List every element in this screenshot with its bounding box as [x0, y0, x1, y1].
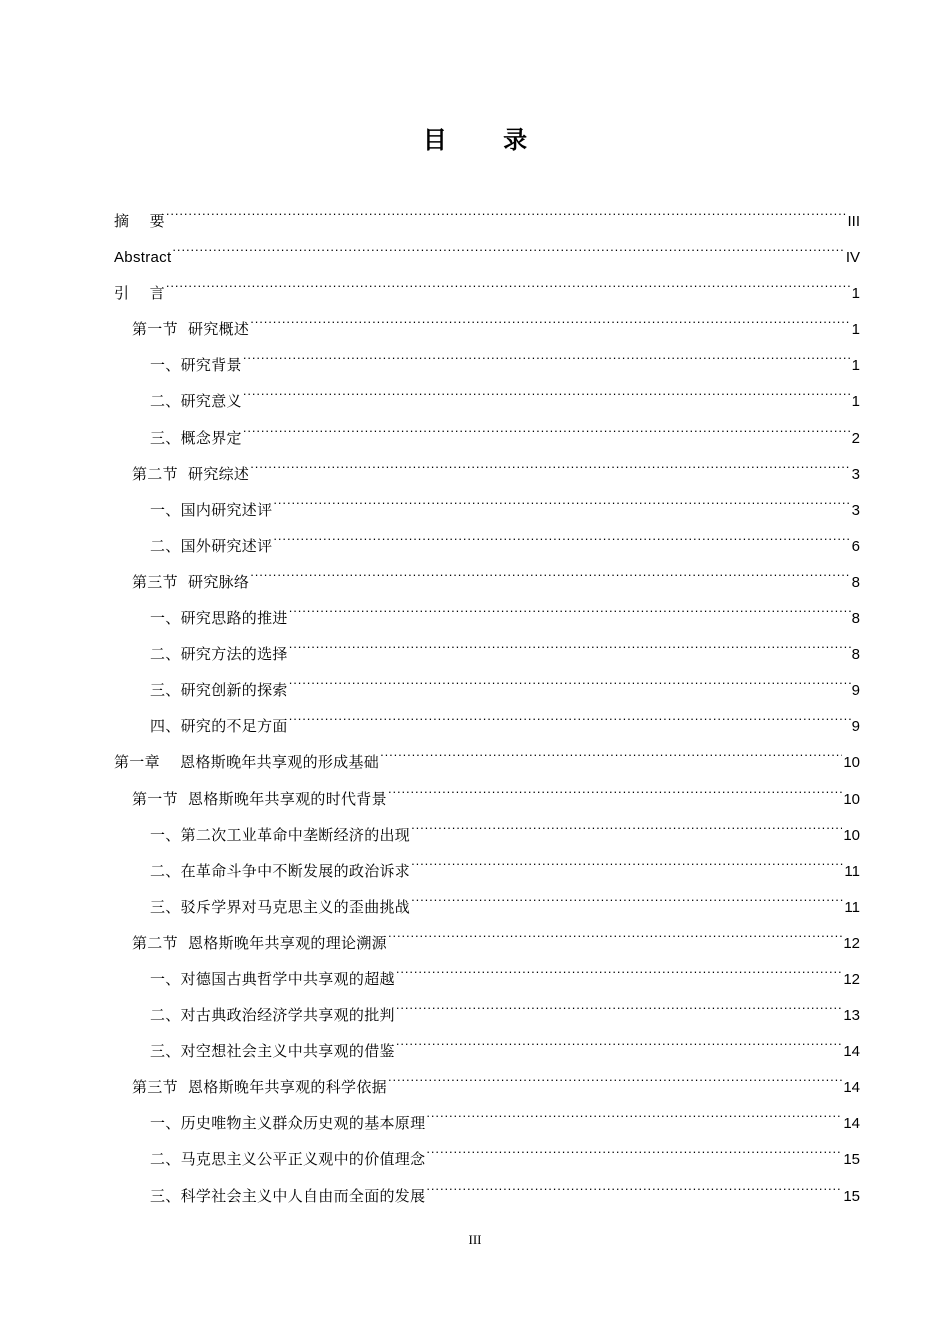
toc-entry-label: 摘 要: [114, 212, 165, 230]
toc-entry-label: 三、概念界定: [150, 428, 242, 447]
toc-dot-leader: [396, 984, 843, 1020]
toc-dot-leader: [426, 1165, 842, 1201]
toc-dot-leader: [289, 659, 851, 695]
toc-entry-page-number: 8: [851, 610, 860, 628]
toc-dot-leader: [289, 695, 851, 731]
toc-entry-page-number: 10: [843, 790, 860, 808]
toc-entry-page-number: 1: [851, 321, 860, 339]
toc-entry-label: 第三节 研究脉络: [132, 572, 250, 591]
toc-entry-label: 一、对德国古典哲学中共享观的超越: [150, 969, 395, 988]
toc-entry-label: Abstract: [114, 249, 172, 267]
toc-dot-leader: [243, 407, 851, 443]
toc-entry[interactable]: [114, 226, 860, 267]
toc-entry-page-number: 12: [843, 934, 860, 952]
toc-entry-page-number: 14: [843, 1079, 860, 1097]
toc-entry-page-number: 9: [851, 682, 860, 700]
toc-entry-label: 二、在革命斗争中不断发展的政治诉求: [150, 861, 411, 880]
toc-dot-leader: [273, 479, 850, 515]
toc-entry-page-number: 1: [851, 357, 860, 375]
toc-entry-label: 二、对古典政治经济学共享观的批判: [150, 1006, 395, 1025]
toc-dot-leader: [380, 731, 842, 767]
toc-dot-leader: [388, 912, 842, 948]
toc-entry-label: 引 言: [114, 284, 165, 303]
toc-entry-label: 一、国内研究述评: [150, 500, 273, 519]
toc-entry-page-number: 12: [843, 970, 860, 988]
toc-entry-page-number: IV: [845, 249, 860, 267]
toc-entry-label: 一、历史唯物主义群众历史观的基本原理: [150, 1114, 426, 1133]
toc-dot-leader: [289, 623, 851, 659]
toc-entry-page-number: 3: [851, 465, 860, 483]
toc-dot-leader: [250, 551, 850, 587]
toc-dot-leader: [426, 1128, 842, 1164]
toc-dot-leader: [289, 587, 851, 623]
toc-entry-page-number: 15: [843, 1187, 860, 1205]
toc-entry-page-number: 3: [851, 501, 860, 519]
toc-dot-leader: [411, 804, 842, 840]
toc-entry-page-number: 11: [844, 898, 860, 916]
toc-dot-leader: [273, 515, 850, 551]
toc-dot-leader: [250, 443, 850, 479]
toc-dot-leader: [166, 262, 851, 298]
toc-heading: 目 录: [422, 126, 552, 154]
toc-dot-leader: [243, 334, 851, 370]
toc-entry-label: 一、研究背景: [150, 356, 242, 375]
toc-entry-label: 二、研究意义: [150, 392, 242, 411]
toc-dot-leader: [396, 948, 843, 984]
toc-entry-label: 二、研究方法的选择: [150, 645, 288, 664]
toc-entry-label: 二、国外研究述评: [150, 536, 273, 555]
toc-dot-leader: [166, 190, 847, 226]
toc-dot-leader: [388, 1056, 842, 1092]
toc-entry-page-number: 10: [843, 826, 860, 844]
toc-entry-page-number: 15: [843, 1151, 860, 1169]
toc-dot-leader: [396, 1020, 843, 1056]
toc-entry-label: 三、驳斥学界对马克思主义的歪曲挑战: [150, 897, 411, 916]
toc-entry-label: 第一章 恩格斯晚年共享观的形成基础: [114, 753, 380, 772]
toc-entry-page-number: 1: [851, 393, 860, 411]
toc-entry[interactable]: [114, 262, 860, 303]
toc-entry-label: 一、研究思路的推进: [150, 609, 288, 628]
toc-dot-leader: [172, 226, 844, 262]
toc-dot-leader: [243, 370, 851, 406]
toc-entry-label: 第二节 研究综述: [132, 464, 250, 483]
toc-entry-label: 第一节 恩格斯晚年共享观的时代背景: [132, 789, 387, 808]
toc-entry-page-number: 11: [844, 862, 860, 880]
toc-dot-leader: [411, 840, 843, 876]
footer-page-number: III: [468, 1232, 482, 1247]
toc-entry-page-number: 14: [843, 1115, 860, 1133]
toc-entry-label: 第三节 恩格斯晚年共享观的科学依据: [132, 1078, 387, 1097]
toc-dot-leader: [411, 876, 843, 912]
toc-entry-label: 二、马克思主义公平正义观中的价值理念: [150, 1150, 426, 1169]
toc-dot-leader: [426, 1092, 842, 1128]
toc-entry[interactable]: [114, 190, 860, 230]
toc-entry-page-number: 1: [851, 285, 860, 303]
toc-entry-page-number: 8: [851, 573, 860, 591]
toc-entry-label: 三、对空想社会主义中共享观的借鉴: [150, 1042, 395, 1061]
toc-entry-label: 三、科学社会主义中人自由而全面的发展: [150, 1186, 426, 1205]
toc-entry-page-number: 10: [843, 754, 860, 772]
toc-entry-label: 四、研究的不足方面: [150, 717, 288, 736]
toc-entry[interactable]: [114, 298, 860, 339]
toc-dot-leader: [388, 768, 842, 804]
toc-entry-label: 一、第二次工业革命中垄断经济的出现: [150, 825, 411, 844]
toc-entry-page-number: 14: [843, 1043, 860, 1061]
table-of-contents: [114, 190, 860, 1205]
toc-entry-page-number: 9: [851, 718, 860, 736]
toc-entry-page-number: 2: [851, 429, 860, 447]
toc-entry-label: 第二节 恩格斯晚年共享观的理论溯源: [132, 933, 387, 952]
toc-entry-label: 三、研究创新的探索: [150, 681, 288, 700]
toc-entry-label: 第一节 研究概述: [132, 320, 250, 339]
toc-entry-page-number: 8: [851, 646, 860, 664]
toc-dot-leader: [250, 298, 850, 334]
toc-entry-page-number: III: [847, 213, 860, 230]
toc-entry-page-number: 13: [843, 1007, 860, 1025]
toc-entry-page-number: 6: [851, 537, 860, 555]
